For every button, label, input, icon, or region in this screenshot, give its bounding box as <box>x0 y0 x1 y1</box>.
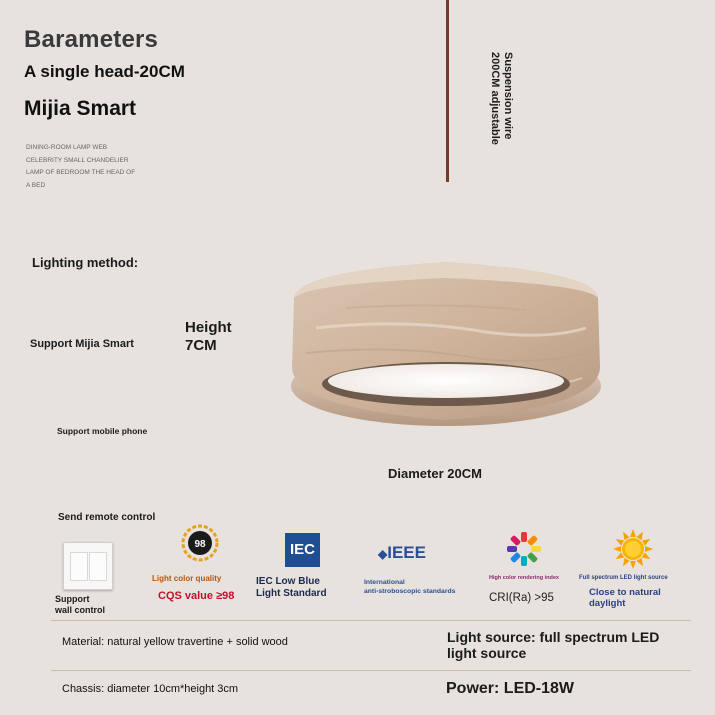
wire-label <box>470 52 514 182</box>
lighting-method-heading: Lighting method: <box>32 255 139 270</box>
divider <box>51 620 691 621</box>
cqs-label: Light color quality <box>152 574 222 583</box>
height-label <box>185 319 255 355</box>
suspension-wire <box>446 0 449 182</box>
light-source-spec: Light source: full spectrum LED light source <box>447 629 660 661</box>
ieee-line2: anti-stroboscopic standards <box>364 588 456 595</box>
brand-name: Mijia Smart <box>24 97 137 120</box>
power-spec: Power: LED-18W <box>446 680 575 697</box>
wall-switch-icon <box>63 542 113 590</box>
ieee-logo-text: IEEE <box>387 543 426 562</box>
diameter-label: Diameter 20CM <box>388 466 482 481</box>
wire-label-line2: 200CM adjustable <box>489 52 501 145</box>
cri-value: CRI(Ra) >95 <box>489 592 554 604</box>
pendant-lamp-image <box>286 248 604 434</box>
wall-control-line2: wall control <box>55 605 106 615</box>
color-wheel-icon <box>506 531 542 567</box>
height-label-line1: Height <box>185 319 232 336</box>
cqs-badge-icon <box>181 524 219 564</box>
ieee-logo-icon: ◆IEEE <box>378 543 426 562</box>
wall-control-label <box>55 594 125 616</box>
iec-line2: Light Standard <box>256 588 327 599</box>
height-label-line2: 7CM <box>185 337 217 354</box>
full-spectrum-label: Full spectrum LED light source <box>579 575 668 581</box>
daylight-text <box>589 587 679 609</box>
wire-label-line1: Suspension wire <box>502 52 514 140</box>
sun-icon <box>613 529 653 569</box>
material-spec: Material: natural yellow travertine + solid wood <box>62 636 288 648</box>
mijia-support-text: Support Mijia Smart <box>30 338 134 350</box>
product-subtitle: A single head-20CM <box>24 62 185 81</box>
remote-control-text: Send remote control <box>58 512 156 523</box>
wall-control-line1: Support <box>55 594 90 604</box>
cqs-value: CQS value ≥98 <box>158 590 235 602</box>
page-title: Barameters <box>24 26 159 53</box>
product-description: DINING-ROOM LAMP WEB CELEBRITY SMALL CHANDELIER LAMP OF BEDROOM THE HEAD OF A BED <box>26 144 136 189</box>
mobile-support-text: Support mobile phone <box>57 426 148 436</box>
cqs-badge-number: 98 <box>194 539 206 550</box>
cri-label: High color rendering index <box>489 575 559 581</box>
ieee-line1: International <box>364 579 405 586</box>
daylight-line1: Close to natural <box>589 587 661 598</box>
iec-line1: IEC Low Blue <box>256 576 320 587</box>
chassis-spec: Chassis: diameter 10cm*height 3cm <box>62 683 239 695</box>
iec-logo-icon: IEC <box>285 533 320 567</box>
divider <box>51 670 691 671</box>
lamp-light-panel <box>328 364 564 398</box>
daylight-line2: daylight <box>589 598 626 609</box>
iec-standard-text <box>256 576 346 600</box>
ieee-standard-text <box>364 578 474 596</box>
